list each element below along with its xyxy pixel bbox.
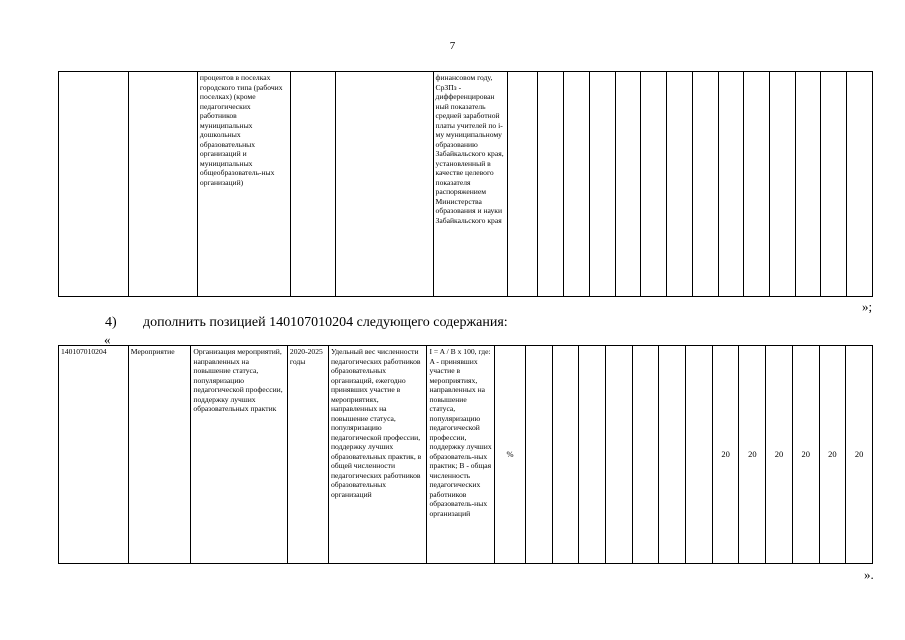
- cell-value: [686, 346, 713, 564]
- cell-value: [538, 72, 564, 297]
- table-new-position: [58, 345, 873, 564]
- cell-value: 20: [819, 346, 846, 564]
- cell-value: [659, 346, 686, 564]
- cell-value: [615, 72, 641, 297]
- cell-name: Организация мероприятий, направленных на повышение статуса, популяризацию педагогической профессии, поддержку лучших образовательных практик: [191, 346, 287, 564]
- paragraph-text: дополнить позицией 140107010204 следующего содержания:: [143, 315, 508, 330]
- cell-value: [769, 72, 795, 297]
- page-number: 7: [449, 40, 456, 52]
- cell-type: Мероприятие: [128, 346, 191, 564]
- paragraph-number: 4): [105, 315, 117, 330]
- cell-unit: %: [495, 346, 526, 564]
- table-row: [59, 72, 873, 297]
- cell-value: [744, 72, 770, 297]
- cell-value: [525, 346, 552, 564]
- cell-value: [579, 346, 606, 564]
- table-row: [59, 346, 873, 564]
- cell-value: 20: [792, 346, 819, 564]
- cell-value: [606, 346, 633, 564]
- cell-indicator: Удельный вес численности педагогических работников образовательных организаций, ежегодно принявших участие в мероприятиях, направленных на повышение статуса, популяризацию педагогической профессии, поддержку лучших образовательных практик, в общей численности педагогических работников образовательных организаций: [328, 346, 427, 564]
- cell-code: 140107010204: [59, 346, 129, 564]
- cell-value: [795, 72, 821, 297]
- cell-indicator: [335, 72, 433, 297]
- closing-quote: ».: [864, 567, 874, 582]
- cell-value: [641, 72, 667, 297]
- cell-unit: [507, 72, 538, 297]
- closing-quote: »;: [862, 299, 873, 314]
- cell-value: 20: [766, 346, 793, 564]
- opening-quote: «: [104, 332, 111, 347]
- cell-type: [128, 72, 197, 297]
- cell-value: 20: [712, 346, 739, 564]
- cell-value: [564, 72, 590, 297]
- table-continuation: [58, 71, 873, 297]
- cell-code: [59, 72, 129, 297]
- cell-value: [692, 72, 718, 297]
- cell-formula: финансовом году, СрЗПз - дифференцирован ный показатель средней заработной платы учителей по i-му муниципальному образованию Забайкальского края, установленный в качестве целевого показателя распоряжением Министерства образования и науки Забайкальского края: [433, 72, 507, 297]
- cell-value: [632, 346, 659, 564]
- cell-value: [718, 72, 744, 297]
- cell-name: процентов в поселках городского типа (рабочих поселках) (кроме педагогических работников муниципальных дошкольных образовательных организаций и муниципальных общеобразователь-ных организаций): [197, 72, 290, 297]
- cell-value: [847, 72, 873, 297]
- amendment-paragraph: [105, 315, 508, 331]
- cell-formula: I = A / B x 100, где: A - принявших участие в мероприятиях, направленных на повышение статуса, популяризацию педагогической профессии, поддержку лучших образователь-ных практик; B - общая численность педагогических работников образователь-ных организаций: [427, 346, 495, 564]
- cell-value: 20: [846, 346, 873, 564]
- cell-value: 20: [739, 346, 766, 564]
- cell-value: [552, 346, 579, 564]
- cell-value: [667, 72, 693, 297]
- cell-years: 2020-2025 годы: [287, 346, 328, 564]
- cell-value: [821, 72, 847, 297]
- cell-years: [290, 72, 335, 297]
- cell-value: [589, 72, 615, 297]
